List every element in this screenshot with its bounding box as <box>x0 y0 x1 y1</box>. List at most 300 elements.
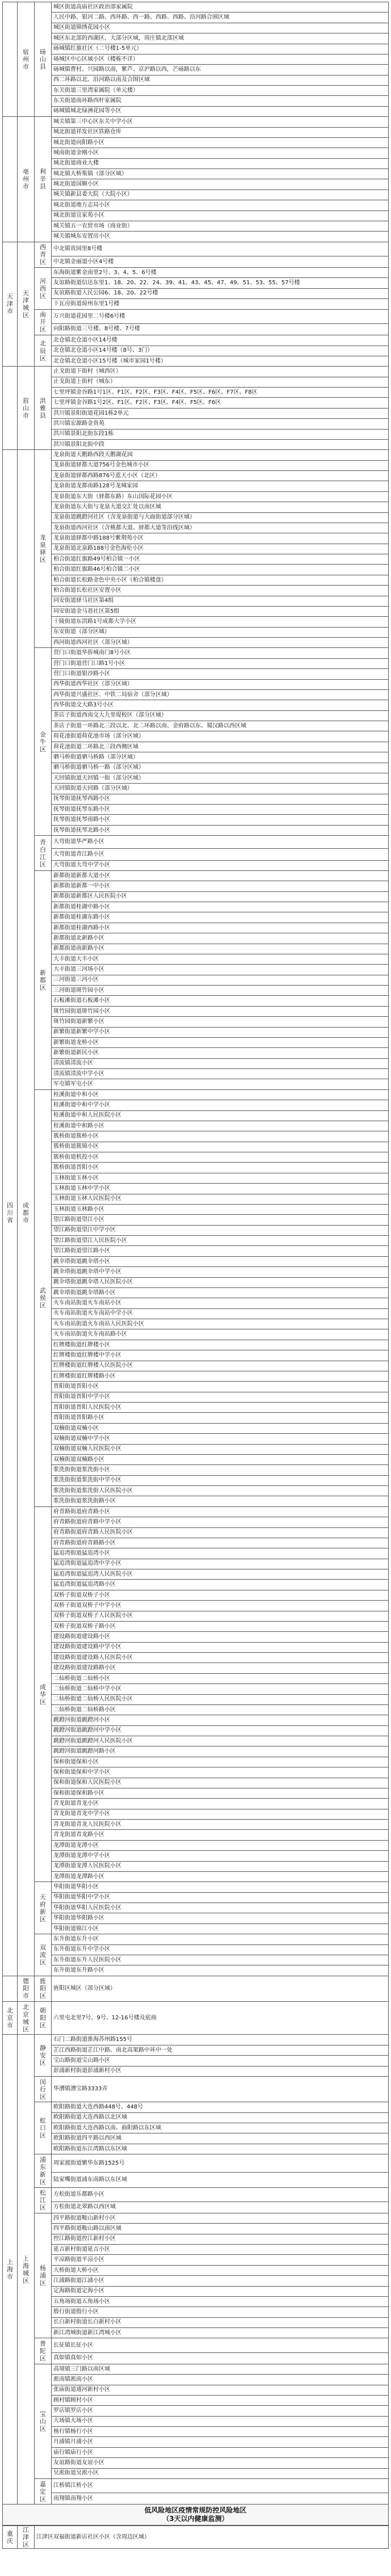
area-item: 新繁街道新繁中学小区 <box>52 1027 389 1037</box>
area-item: 柏合街道长松路金色中央小区（柏合镇楼盘） <box>52 575 389 585</box>
table-row <box>3 1757 389 1767</box>
table-row <box>3 1882 389 1892</box>
banner-subtitle: （3天以内健康监测） <box>162 2515 229 2523</box>
table-row <box>3 268 389 278</box>
area-item: 向阳路街道三号楼、8号楼、7号楼 <box>52 323 389 335</box>
area-item: 龙潭街道龙潭中学小区 <box>52 1851 389 1861</box>
province-cell: 天津市 <box>3 242 18 367</box>
table-row <box>3 1653 389 1663</box>
area-item: 城北街道祥发社区铁路仓库 <box>52 127 389 137</box>
table-row <box>3 231 389 242</box>
area-item: 旌阳区城区（部分区域） <box>52 1976 389 2001</box>
table-row <box>3 1006 389 1016</box>
table-row <box>3 1580 389 1590</box>
table-row <box>3 1048 389 1058</box>
district-cell: 成华区 <box>35 1506 52 1882</box>
area-item: 东关街道南环路西杆家属院 <box>52 96 389 106</box>
province-cell <box>3 117 18 242</box>
district-cell: 青白江区 <box>35 836 52 871</box>
table-row <box>3 1725 389 1736</box>
table-row <box>3 2076 389 2102</box>
area-item: 龙泉街道东大街与龙泉大道交汇处以南区域 <box>52 502 389 512</box>
table-row <box>3 912 389 923</box>
area-item: 营门口街道营门口路1号小区 <box>52 658 389 668</box>
table-row <box>3 1110 389 1121</box>
table-row <box>3 815 389 825</box>
table-row <box>3 2406 389 2416</box>
table-row <box>3 2468 389 2478</box>
table-row <box>3 881 389 891</box>
province-cell: 上海市 <box>3 2035 18 2505</box>
table-row <box>3 2045 389 2055</box>
table-row <box>3 2447 389 2457</box>
table-row <box>3 1403 389 1413</box>
tail-table <box>2 2526 389 2549</box>
area-item: 龙潭街道龙潭人民医院小区 <box>52 1861 389 1871</box>
area-item: 七里坪镇金谷路1号1区、F1区、F2区、F3区、F4区、F5区、F6区、F7区、F8区 <box>52 388 389 398</box>
area-item: 万兴街道花园里二号楼6号楼 <box>52 309 389 323</box>
table-row <box>3 1475 389 1485</box>
table-row <box>3 429 389 439</box>
table-row <box>3 805 389 815</box>
table-row <box>3 2144 389 2154</box>
table-row <box>3 1236 389 1246</box>
area-item: 晋阳街道晋阳路小区 <box>52 1413 389 1423</box>
area-item: 猛追湾街道猛追湾小区 <box>52 1548 389 1559</box>
area-item: 浆洗街街道浆洗街小区 <box>52 1465 389 1475</box>
table-row <box>3 1037 389 1047</box>
area-item: 大弯街道华严路小区 <box>52 836 389 849</box>
risk-area-sheet <box>2 2 389 2549</box>
area-item: 斑竹园街道新繁小区 <box>52 1017 389 1027</box>
table-row <box>3 2056 389 2066</box>
area-item: 方松街道乐都路小区 <box>52 2187 389 2202</box>
area-item: 新都街道北新路小区 <box>52 933 389 944</box>
area-item: 张庙街道通河新村小区 <box>52 2385 389 2395</box>
area-item: 红牌楼街道红牌楼中学小区 <box>52 1350 389 1361</box>
area-item: 五角场街道五角场小区 <box>52 2296 389 2306</box>
table-row <box>3 1215 389 1225</box>
area-item: 清流镇清流小区 <box>52 1058 389 1068</box>
table-row <box>3 2276 389 2286</box>
area-item: 芷江西路街道芷江中路、南北高架路中环中一处 <box>52 2045 389 2055</box>
table-row <box>3 849 389 860</box>
area-item: 西华街道西华社区（部分区域） <box>52 679 389 689</box>
table-row <box>3 1340 389 1350</box>
area-item: 欧阳路街道大连西路以南、曲阳路以东区域 <box>52 2123 389 2133</box>
area-item: 天回镇街道天回镇一街（部分区域） <box>52 773 389 783</box>
district-cell: 西青区 <box>35 242 52 267</box>
low-risk-banner <box>2 2505 389 2526</box>
table-row <box>3 2416 389 2426</box>
area-item: 双桥子街道双桥子小区 <box>52 1590 389 1600</box>
table-row <box>3 658 389 668</box>
table-row <box>3 544 389 554</box>
area-item: 城北街道国顺小区 <box>52 179 389 190</box>
area-item: 华阳街道华阳中学小区 <box>52 1892 389 1902</box>
area-item: 青龙街道青龙人民医院小区 <box>52 1820 389 1830</box>
risk-area-table <box>2 2 389 2505</box>
table-row <box>3 554 389 565</box>
area-item: 驷马桥街道驷马桥路（部分区域） <box>52 752 389 763</box>
area-item: 青龙街道青龙小区 <box>52 1799 389 1809</box>
table-row <box>3 742 389 752</box>
table-row <box>3 367 389 377</box>
area-item: 龙泉街道驿都中路188号紫荆苑小区 <box>52 533 389 544</box>
area-item: 同安街道金马巷社区第5组 <box>52 606 389 616</box>
area-item: 四平路街道鞍山路以南区域 <box>52 2224 389 2234</box>
area-item: 长白新村街道长白新村小区 <box>52 2317 389 2327</box>
table-row <box>3 1350 389 1361</box>
area-item: 建设路街道建设路人民医院小区 <box>52 1653 389 1663</box>
table-row <box>3 1934 389 1944</box>
table-row <box>3 596 389 606</box>
area-item: 龙泉街道西河社区（含桃都大道、驿都大道等沿线区域） <box>52 523 389 533</box>
area-item: 城北街道商业大楼 <box>52 158 389 169</box>
table-row <box>3 1298 389 1308</box>
table-row <box>3 1163 389 1173</box>
area-item: 营门口街道华侨城南门8号小区 <box>52 648 389 658</box>
city-cell: 天津城区 <box>18 242 35 367</box>
area-item: 止戈街道下街村（城西区） <box>52 367 389 377</box>
table-row <box>3 794 389 804</box>
table-row <box>3 491 389 502</box>
area-item: 桂溪街道中和小区 <box>52 1089 389 1100</box>
table-row <box>3 731 389 742</box>
area-item: 城北街道宜家苑小区 <box>52 211 389 221</box>
table-row <box>3 965 389 975</box>
table-row <box>3 75 389 85</box>
area-item: 龙泉街道驿都西路876号蓝天小区（北区） <box>52 471 389 481</box>
area-item: 十陵街道东洪路1号成都大学小区 <box>52 617 389 627</box>
area-item: 桂溪街道中和人民医院小区 <box>52 1110 389 1121</box>
area-item: 西二环路以北、沿河路以南及合围区域 <box>52 75 389 85</box>
area-item: 淞南镇淞南小区 <box>52 2375 389 2385</box>
table-row <box>3 2286 389 2296</box>
table-row <box>3 2123 389 2133</box>
table-row <box>3 1736 389 1746</box>
table-row <box>3 1287 389 1298</box>
area-item: 东升街道东升路小区 <box>52 1965 389 1976</box>
table-row <box>3 1923 389 1934</box>
area-item: 新都街道桂湖西路小区 <box>52 923 389 933</box>
table-row <box>3 1382 389 1392</box>
table-row <box>3 33 389 44</box>
area-item: 控江路街道控江新村小区 <box>52 2234 389 2244</box>
area-item: 二仙桥街道二仙桥中学小区 <box>52 1684 389 1694</box>
area-item: 真如镇真如小区 <box>52 2352 389 2364</box>
area-item: 红牌楼街道红牌楼路小区 <box>52 1371 389 1381</box>
table-row <box>3 575 389 585</box>
area-item: 簇桥街道晋阳小区 <box>52 1163 389 1173</box>
table-row <box>3 1944 389 1955</box>
area-item: 新繁街道龙桥小区 <box>52 1037 389 1047</box>
area-item: 玉林街道玉林路小区 <box>52 1204 389 1214</box>
area-item: 双楠街道双楠中学小区 <box>52 1434 389 1444</box>
area-item: 欧阳路街道大连西路448号、448号 <box>52 2102 389 2112</box>
table-row <box>3 221 389 231</box>
area-item: 龙潭街道龙潭小区 <box>52 1840 389 1850</box>
area-item: 抚琴街道抚琴北路小区 <box>52 825 389 835</box>
area-item: 跳伞塔街道跳伞塔路小区 <box>52 1287 389 1298</box>
area-item: 下瓦房街道琼州东里1号楼 <box>52 299 389 309</box>
area-item: 四平路街道鞍山新村小区 <box>52 2213 389 2223</box>
table-row <box>3 1121 389 1131</box>
table-row <box>3 1694 389 1704</box>
table-row <box>3 127 389 137</box>
area-item: 红牌楼街道红牌楼人民医院小区 <box>52 1361 389 1371</box>
area-item: 浆洗街街道浆洗街人民医院小区 <box>52 1486 389 1496</box>
table-row <box>3 1903 389 1913</box>
district-cell: 浦东新区 <box>35 2154 52 2187</box>
area-item: 府青路街道府青路中学小区 <box>52 1517 389 1527</box>
area-item: 火车南站街道火车南站小区 <box>52 1298 389 1308</box>
area-item: 砀城区中心区域小区（楼栋不详） <box>52 54 389 64</box>
table-row <box>3 1517 389 1527</box>
table-row <box>3 1069 389 1079</box>
area-item: 玉林街道玉林中学小区 <box>52 1184 389 1194</box>
table-row <box>3 902 389 912</box>
area-item: 城关镇城东安置房小区 <box>52 231 389 242</box>
area-item: 龙潭街道龙潭路小区 <box>52 1871 389 1882</box>
table-row <box>3 1100 389 1110</box>
table-row <box>3 137 389 148</box>
table-row <box>3 1361 389 1371</box>
area-item: 簇桥街道机投小区 <box>52 1152 389 1163</box>
area-item: 新繁街道新民小区 <box>52 1048 389 1058</box>
area-item: 东关街道三里湾家属院（单元楼） <box>52 86 389 96</box>
area-item: 中北镇贵园里8号楼 <box>52 242 389 256</box>
area-item: 城关镇五一农贸市场（商业街） <box>52 221 389 231</box>
area-item: 府青路街道府青路小区 <box>52 1506 389 1517</box>
area-item: 龙泉街道跳蹬河社区（含龙泉街道与大面街道部分区域） <box>52 512 389 523</box>
table-row <box>3 1621 389 1631</box>
table-row <box>3 346 389 356</box>
table-row <box>3 96 389 106</box>
table-row <box>3 523 389 533</box>
district-cell: 新都区 <box>35 870 52 1089</box>
area-item: 火车南站街道火车南站路小区 <box>52 1329 389 1340</box>
table-row <box>3 617 389 627</box>
table-row <box>3 1142 389 1152</box>
area-item: 火车南站街道火车南站中学小区 <box>52 1308 389 1319</box>
table-row <box>3 2213 389 2223</box>
table-row <box>3 2187 389 2202</box>
area-item: 猛追湾街道猛追湾人民医院小区 <box>52 1569 389 1580</box>
table-row <box>3 773 389 783</box>
table-row <box>3 1277 389 1287</box>
table-row <box>3 1194 389 1204</box>
table-row <box>3 721 389 731</box>
table-row <box>3 1965 389 1976</box>
area-item: 城关镇第三中心区东关中学小区 <box>52 117 389 127</box>
area-item: 友谊路街道人民公园6、18、20、22号楼 <box>52 288 389 298</box>
table-row <box>3 996 389 1006</box>
area-item: 双桥子街道双桥子人民医院小区 <box>52 1611 389 1621</box>
area-item: 中北镇金丽道小区4号楼 <box>52 256 389 268</box>
table-row <box>3 65 389 75</box>
area-item: 茶店子街道西南交大九里堤校区（部分区域） <box>52 710 389 721</box>
area-item: 华阳街道华阳小区 <box>52 1882 389 1892</box>
table-row <box>3 2154 389 2173</box>
area-item: 北仓镇北仓道小区14号楼 <box>52 335 389 346</box>
table-row <box>3 1371 389 1381</box>
table-row <box>3 1673 389 1683</box>
area-item: 望江路街道望江路小区 <box>52 1246 389 1256</box>
table-row <box>3 148 389 158</box>
area-item: 砀城镇曹村、兴园路以南，紫芦、京沪路以西，芒砀路以东 <box>52 65 389 75</box>
table-row <box>3 1590 389 1600</box>
table-row <box>3 975 389 985</box>
table-row <box>3 2224 389 2234</box>
area-item: 城区街道锦绣花园小区 <box>52 23 389 33</box>
area-item: 止戈街道上街村（城东） <box>52 377 389 387</box>
table-row <box>3 2375 389 2385</box>
area-item: 茶店子街道一环路北三段以北、北二环路以南、金府路以东、蜀汉路以西区域 <box>52 721 389 731</box>
area-item: 欧阳路街道大连西路以北区域 <box>52 2112 389 2123</box>
area-item: 城关镇新县委大院（大院小区） <box>52 190 389 200</box>
area-item: 洪川镇景阳街道花园1栋2单元 <box>52 408 389 418</box>
table-row <box>3 1058 389 1068</box>
table-row <box>3 1496 389 1506</box>
district-cell: 河西区 <box>35 268 52 310</box>
area-item: 望江路街道望江中学小区 <box>52 1225 389 1235</box>
table-row <box>3 2102 389 2112</box>
table-row <box>3 44 389 54</box>
area-item: 二仙桥街道二仙桥人民医院小区 <box>52 1694 389 1704</box>
table-row <box>3 1506 389 1517</box>
area-item: 跳伞塔街道跳伞塔人民医院小区 <box>52 1277 389 1287</box>
table-row <box>3 2234 389 2244</box>
area-item: 抚琴街道抚琴东路小区 <box>52 805 389 815</box>
table-row <box>3 2 389 12</box>
area-item: 晋阳街道晋阳中学小区 <box>52 1392 389 1402</box>
area-item: 军屯镇军屯小区 <box>52 1079 389 1089</box>
table-row <box>3 2112 389 2123</box>
area-item: 长征镇长征小区 <box>52 2338 389 2352</box>
table-row <box>3 169 389 179</box>
district-cell: 松江区 <box>35 2187 52 2213</box>
area-item: 大弯街道青江路小区 <box>52 849 389 860</box>
district-cell: 旌阳区 <box>35 1976 52 2001</box>
table-row <box>3 1089 389 1100</box>
table-row <box>3 419 389 429</box>
area-item: 柏合街道红旗路46号柏合镇二小区 <box>52 565 389 575</box>
area-item: 彭浦新村街道彭浦新村小区 <box>52 2066 389 2076</box>
area-item: 江桥镇江桥小区 <box>52 2478 389 2493</box>
area-item: 跳伞塔街道跳伞塔小区 <box>52 1256 389 1266</box>
table-row <box>3 1559 389 1569</box>
district-cell: 龙泉驿区 <box>35 450 52 648</box>
table-row <box>3 1548 389 1559</box>
area-item: 跳蹬河街道跳蹬河人民医院小区 <box>52 1736 389 1746</box>
table-row <box>3 1632 389 1642</box>
table-row <box>3 1663 389 1673</box>
table-row <box>3 1246 389 1256</box>
table-row <box>3 648 389 658</box>
area-item: 红牌楼街道红牌楼小区 <box>52 1340 389 1350</box>
table-row <box>3 2066 389 2076</box>
district-cell: 嘉定区 <box>35 2478 52 2504</box>
area-item: 浆洗街街道浆洗街路小区 <box>52 1496 389 1506</box>
area-item: 簇桥街道簇桥小区 <box>52 1131 389 1142</box>
area-item: 大丰街道三河场小区 <box>52 965 389 975</box>
area-item: 大弯街道大弯中学小区 <box>52 860 389 870</box>
area-item: 建设路街道建设路中学小区 <box>52 1642 389 1652</box>
area-item: 龙泉街道龙都南路128号龙城家园 <box>52 481 389 491</box>
area-item: 跳伞塔街道跳伞塔中学小区 <box>52 1267 389 1277</box>
area-item: 欧阳路街道东江湾路以东区域 <box>52 2144 389 2154</box>
banner-title: 低风险地区疫情常规防控风险地区 <box>144 2506 247 2515</box>
table-row <box>3 954 389 964</box>
table-row <box>3 388 389 398</box>
table-row <box>3 2427 389 2437</box>
district-cell: 虹口区 <box>35 2102 52 2154</box>
table-row <box>3 2328 389 2338</box>
table-row <box>3 2526 389 2549</box>
table-row <box>3 891 389 902</box>
area-item: 跳蹬河街道跳蹬河小区 <box>52 1715 389 1725</box>
table-row <box>3 1871 389 1882</box>
area-item: 大场镇大场小区 <box>52 2416 389 2426</box>
table-row <box>3 1851 389 1861</box>
area-item: 双楠街道双楠人民医院小区 <box>52 1444 389 1454</box>
province-cell <box>3 367 18 450</box>
table-row <box>3 1308 389 1319</box>
area-item: 龙泉街道北泉路188号金色海伦小区 <box>52 544 389 554</box>
area-item: 抚琴街道抚琴西路小区 <box>52 794 389 804</box>
area-item: 新都街道桂湖东路小区 <box>52 912 389 923</box>
district-cell: 杨浦区 <box>35 2213 52 2338</box>
table-row <box>3 1079 389 1089</box>
table-row <box>3 2458 389 2468</box>
area-item: 东升街道东升中学小区 <box>52 1944 389 1955</box>
table-row <box>3 1976 389 2001</box>
district-cell: 静安区 <box>35 2035 52 2077</box>
table-row <box>3 1767 389 1778</box>
area-item: 洪川镇景阳北街东段1栋 <box>52 429 389 439</box>
area-item: 东安街道（部分区域） <box>52 627 389 637</box>
table-row <box>3 1204 389 1214</box>
area-item: 东海街道紫金南里2号、3、4、5、6号楼 <box>52 268 389 278</box>
area-item: 新江湾城街道新江湾城小区 <box>52 2328 389 2338</box>
table-row <box>3 278 389 288</box>
table-row <box>3 1184 389 1194</box>
table-row <box>3 1778 389 1788</box>
table-row <box>3 2296 389 2306</box>
table-row <box>3 1256 389 1266</box>
area-item: 定海路街道定海小区 <box>52 2286 389 2296</box>
area-item: 延吉新村街道延吉小区 <box>52 2245 389 2255</box>
table-row <box>3 256 389 268</box>
district-cell: 金牛区 <box>35 648 52 836</box>
table-row <box>3 512 389 523</box>
area-item: 二仙桥街道二仙桥路小区 <box>52 1704 389 1715</box>
area-item: 大丰街道大丰小区 <box>52 954 389 964</box>
area-item: 双楠街道双楠小区 <box>52 1423 389 1433</box>
area-item: 杨行镇杨行小区 <box>52 2427 389 2437</box>
table-row <box>3 1319 389 1329</box>
district-cell: 朝阳区 <box>35 2002 52 2035</box>
table-row <box>3 1840 389 1850</box>
area-item: 北仓镇北仓道小区14号楼（8号、3门） <box>52 346 389 356</box>
table-row <box>3 1955 389 1965</box>
area-item: 洪川镇景阳北街中段 <box>52 439 389 449</box>
area-item: 龙泉街道天鹅路西段天鹅湖花园 <box>52 450 389 460</box>
province-cell: 重庆 <box>3 2526 18 2549</box>
table-row <box>3 2338 389 2352</box>
table-row <box>3 1434 389 1444</box>
